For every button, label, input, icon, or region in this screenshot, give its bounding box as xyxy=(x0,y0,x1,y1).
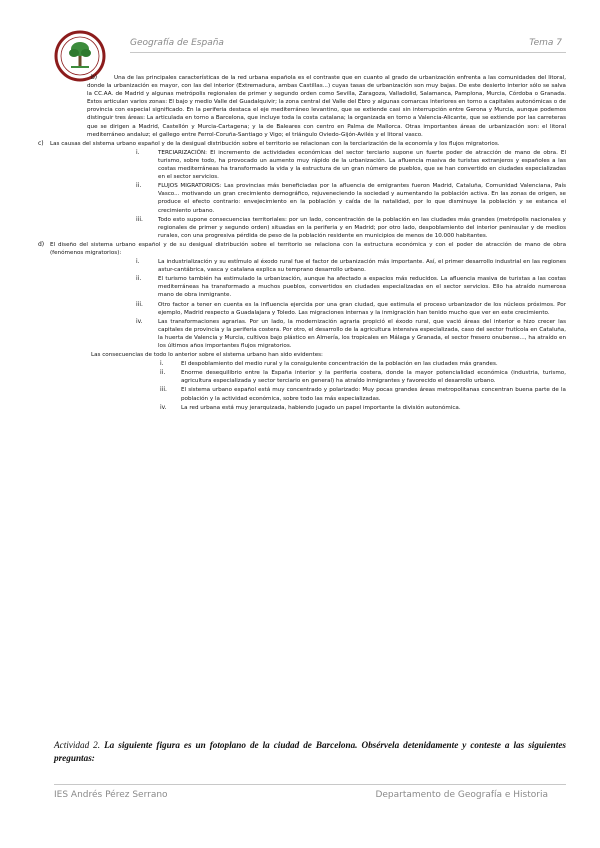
item-d-label: d) xyxy=(38,240,45,248)
consequence-1 xyxy=(38,360,566,368)
sub-text: FLUJOS MIGRATORIOS: Las provincias más beneficiadas por la afluencia de emigrantes fueron Madrid, Cataluña, Comunidad Valenciana, País Vasco... motivando un gran crecimiento demográfico, rejuveneciendo la sociedad y aumentando la población activa. En las zonas de origen, se produce el efecto contrario: envejecimiento en la población y caída de la natalidad, por lo que disminuye la población y se estanca el crecimiento urbano. xyxy=(158,183,566,214)
sub-text: El despoblamiento del medio rural y la consiguiente concentración de la población en las ciudades más grandes. xyxy=(181,361,498,368)
activity-title: Actividad 2. xyxy=(54,740,101,750)
sub-text: La industrialización y su estímulo al éxodo rural fue el factor de urbanización más importante. Así, el primer desarrollo industrial en las regiones astur-cantábrica, vasca y catalana explica su temprano desarrollo urbano. xyxy=(158,259,566,274)
sub-text: Otro factor a tener en cuenta es la influencia ejercida por una gran ciudad, que estimula el proceso urbanizador de los núcleos próximos. Por ejemplo, Madrid respecto a Guadalajara y Toledo. Las migraciones internas y la inmigración han tenido mucho que ver en este crecimiento. xyxy=(158,301,566,316)
item-d-sub-4 xyxy=(38,318,566,350)
item-d-sub-2 xyxy=(38,275,566,299)
sub-text: TERCIARIZACIÓN: El incremento de actividades económicas del sector terciario supone un fuerte poder de atracción de mano de obra. El turismo, sobre todo, ha provocado un aumento muy rápido de la urbanización. La afluencia masiva de turistas extranjeros y españoles a las costas mediterráneas ha transformado la vida y la estructura de un gran número de pueblos, que se han convertido en ciudades especializadas en el sector servicios. xyxy=(158,149,566,181)
sub-label: ii. xyxy=(160,369,166,377)
sub-label: iv. xyxy=(136,317,143,325)
item-c-sub-3 xyxy=(38,216,566,240)
sub-label: ii. xyxy=(136,275,142,283)
item-d-sub-1 xyxy=(38,258,566,274)
footer-school: IES Andrés Pérez Serrano xyxy=(54,790,168,800)
sub-label: i. xyxy=(136,148,140,156)
sub-text: Las transformaciones agrarias. Por un lado, la modernización agraria propició el éxodo rural, que vació áreas del interior e hizo crecer las capitales de provincia y la periferia costera. Por otro, el desarrollo de la agricultura intensiva especializada, caso del sector frutícola en Cataluña, la huerta de Valencia y Murcia, cultivos bajo plástico en Almería, los tropicales en Málaga y Granada, el sector fresero onubense..., ha atraído en los últimos años importantes flujos migratorios. xyxy=(158,318,566,349)
sub-label: iv. xyxy=(160,403,167,411)
item-c xyxy=(38,140,566,148)
sub-text: El sistema urbano español está muy concentrado y polarizado: Muy pocas grandes áreas metropolitanas concentran buena parte de la población y la actividad económica, sobre todo las más especializadas. xyxy=(181,387,566,402)
footer-divider xyxy=(54,784,566,785)
item-c-text: Las causas del sistema urbano español y de la desigual distribución sobre el territorio se relacionan con la terciarización de la economía y los flujos migratorios. xyxy=(50,140,500,147)
consequence-2 xyxy=(38,369,566,385)
sub-label: ii. xyxy=(136,182,142,190)
activity-prompt xyxy=(54,739,566,765)
sub-label: iii. xyxy=(136,215,143,223)
item-c-sub-2 xyxy=(38,182,566,214)
sub-text: Enorme desequilibrio entre la España interior y la periferia costera, donde la mayor potencialidad económica (industria, turismo, agricultura especializada y sector terciario en general) ha atraído inmigrantes y favorecido el desarrollo urbano. xyxy=(181,370,566,385)
item-b-text: Una de las principales características de la red urbana española es el contraste que en cuanto al grado de urbanización enfrenta a las comunidades del litoral, donde la urbanización es mayor, con las del interior (Extremadura, ambas Castillas...) cuyas tasas de urbanización son muy bajas. De este desierto interior sólo se salva la CC.AA. de Madrid y algunas metrópolis regionales de primer y segundo orden como Sevilla, Zaragoza, Valladolid, Salamanca, Pamplona, Murcia, Córdoba o Granada. Estos articulan varios zonas: El bajo y medio Valle del Guadalquivir; la zona central del Valle del Ebro y algunas comarcas interiores en torno a capitales autonómicas o de provincia con especial significado. En la periferia destaca el eje mediterráneo levantino, que se extiende casi sin interrupción entre Gerona y Murcia, aunque podemos distinguir tres áreas: La articulada en torno a Barcelona, que incluye toda la costa catalana; la organizada en torno a Valencia-Alicante, que se extiende por las carreteras que se dirigen a Madrid, Castellón y Murcia-Cartagena; y la de Baleares con centro en Palma de Mallorca. Otras importantes áreas de urbanización son: el litoral mediterráneo andaluz; el gallego entre Ferrol-Coruña-Santiago y Vigo; el triángulo Oviedo-Gijón-Avilés y el litoral vasco. xyxy=(87,75,566,138)
item-c-label: c) xyxy=(38,139,44,147)
item-b xyxy=(38,74,566,139)
sub-text: Todo esto supone consecuencias territoriales: por un lado, concentración de la población en las ciudades más grandes (metrópolis nacionales y regionales de primer y segundo orden) situadas en la periferia y en Madrid; por otro lado, despoblamiento del interior peninsular y de medios rurales, con una progresiva pérdida de peso de la población residente en municipios de menos de 10.000 habitantes. xyxy=(158,216,566,239)
activity-text: La siguiente figura es un fotoplano de la ciudad de Barcelona. Obsérvela detenidamente y conteste a las siguientes preguntas: xyxy=(54,740,566,763)
header-unit: Tema 7 xyxy=(529,38,562,48)
footer-department: Departamento de Geografía e Historia xyxy=(375,790,548,800)
item-c-sub-1 xyxy=(38,149,566,181)
header-subject: Geografía de España xyxy=(130,38,224,48)
header-divider xyxy=(130,52,566,53)
consequence-4 xyxy=(38,404,566,412)
sub-text: La red urbana está muy jerarquizada, habiendo jugado un papel importante la división autonómica. xyxy=(181,404,461,411)
consequence-3 xyxy=(38,386,566,402)
item-b-label: b) xyxy=(91,74,98,81)
item-d xyxy=(38,241,566,257)
document-body xyxy=(38,74,566,413)
sub-label: i. xyxy=(160,360,164,368)
sub-label: iii. xyxy=(136,300,143,308)
sub-label: i. xyxy=(136,258,140,266)
item-d-sub-3 xyxy=(38,301,566,317)
consequences-intro: Las consecuencias de todo lo anterior sobre el sistema urbano han sido evidentes: xyxy=(91,352,323,359)
sub-text: El turismo también ha estimulado la urbanización, aunque ha afectado a espacios más reducidos. La afluencia masiva de turistas a las costas mediterráneas ha transformado a muchos pueblos, convertidos en ciudades especializadas en el sector servicios. Ello ha atraído numerosa mano de obra inmigrante. xyxy=(158,276,566,299)
item-d-text: El diseño del sistema urbano español y de su desigual distribución sobre el territorio se relaciona con la estructura económica y con el poder de atracción de mano de obra (fenómenos migratorios): xyxy=(50,241,566,256)
sub-label: iii. xyxy=(160,386,167,394)
